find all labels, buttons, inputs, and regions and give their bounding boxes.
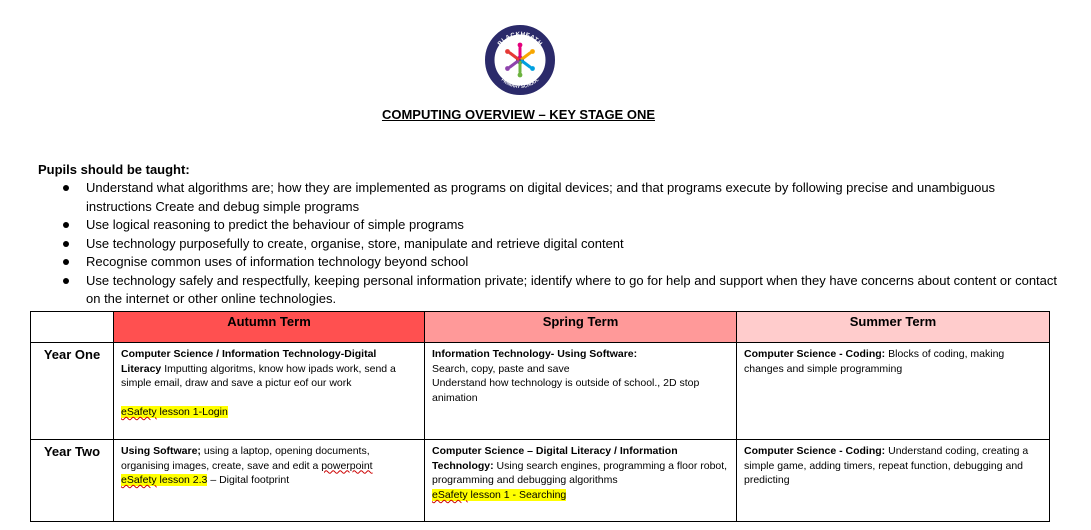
cell-text: Imputting algoritms, know how ipads work, send a simple email, draw and save a pictur eof our work: [121, 362, 396, 390]
logo-ring-text-bottom: PRIMARY SCHOOL: [500, 77, 540, 90]
logo-ring-text-top: BLACKHEATH: [496, 30, 544, 48]
school-logo: [484, 24, 556, 96]
cell-heading: Using Software;: [121, 445, 201, 457]
year-one-spring-cell: [425, 343, 737, 440]
header-blank: [31, 312, 114, 343]
year-two-summer-cell: [737, 440, 1050, 522]
esafety-lesson: lesson 1 - Searching: [467, 488, 567, 501]
overview-table: [30, 311, 1050, 522]
esafety-highlight: [121, 474, 207, 486]
list-item: Recognise common uses of information technology beyond school: [62, 253, 1062, 272]
year-two-label: Year Two: [31, 440, 114, 522]
taught-heading: Pupils should be taught:: [38, 162, 190, 177]
year-two-spring-cell: [425, 440, 737, 522]
esafety-highlight: [121, 406, 228, 418]
cell-heading: Computer Science – Digital Literacy / Information Technology:: [432, 445, 678, 472]
table-row: [31, 343, 1050, 440]
list-item: Use technology safely and respectfully, keeping personal information private; identify where to go for help and support when they have concerns about content or contact on the internet or other online technologies.: [62, 272, 1062, 309]
cell-text: Understand how technology is outside of school., 2D stop animation: [432, 377, 700, 404]
header-autumn-term: Autumn Term: [114, 312, 425, 343]
table-header-row: [31, 312, 1050, 343]
cell-text-word: powerpoint: [321, 459, 373, 472]
esafety-highlight: [432, 489, 566, 501]
list-item: Use technology purposefully to create, organise, store, manipulate and retrieve digital content: [62, 235, 1062, 254]
year-one-label: Year One: [31, 343, 114, 440]
cell-text: Search, copy, paste and save: [432, 362, 570, 375]
header-summer-term: Summer Term: [737, 312, 1050, 343]
cell-text: Blocks of coding, making changes and simple programming: [744, 348, 1005, 375]
cell-text: – Digital footprint: [207, 474, 290, 487]
cell-text: Using search engines, programming a floor robot, programming and debugging algorithms: [432, 459, 728, 487]
year-two-autumn-cell: [114, 440, 425, 522]
year-one-summer-cell: [737, 343, 1050, 440]
header-spring-term: Spring Term: [425, 312, 737, 343]
page-title: COMPUTING OVERVIEW – KEY STAGE ONE: [381, 107, 656, 122]
cell-text: using a laptop, opening documents, organising images, create, save and edit a: [121, 445, 370, 472]
list-item: Understand what algorithms are; how they are implemented as programs on digital devices; and that programs execute by following precise and unambiguous instructions Create and debug simple programs: [62, 179, 1062, 216]
esafety-word: eSafety: [121, 405, 157, 418]
year-one-autumn-cell: [114, 343, 425, 440]
cell-text: Understand coding, creating a simple game, adding timers, repeat function, debugging and predicting: [744, 445, 1029, 487]
esafety-word: eSafety: [432, 488, 468, 501]
list-item: Use logical reasoning to predict the behaviour of simple programs: [62, 216, 1062, 235]
cell-heading: Computer Science - Coding:: [744, 445, 886, 457]
esafety-lesson: lesson 2.3: [156, 474, 208, 487]
curriculum-points-list: [62, 179, 1062, 309]
cell-heading: Computer Science - Coding:: [744, 348, 886, 360]
esafety-word: eSafety: [121, 474, 157, 487]
esafety-lesson: lesson 1-Login: [156, 405, 228, 418]
cell-heading: Computer Science / Information Technology-Digital Literacy: [121, 348, 377, 375]
cell-heading: Information Technology- Using Software:: [432, 348, 638, 360]
table-row: [31, 440, 1050, 522]
